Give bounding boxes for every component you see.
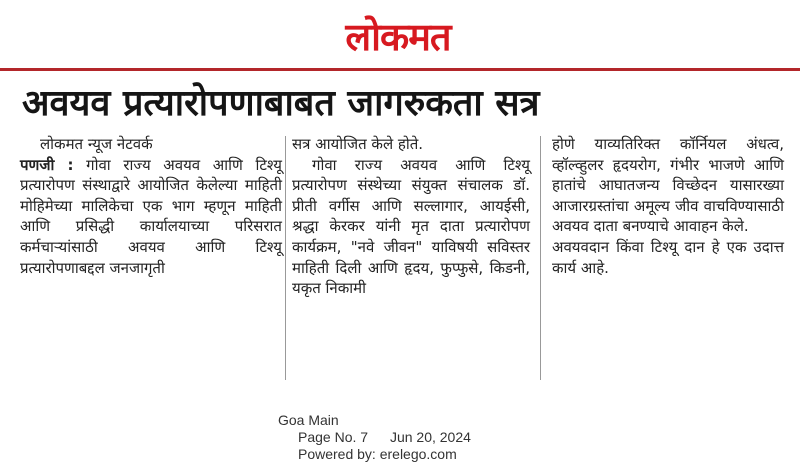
page-footer [0, 400, 800, 475]
paragraph-1-part-2: सत्र आयोजित केले होते. [292, 135, 424, 153]
paragraph-3: अवयवदान किंवा टिश्यू दान हे एक उदात्त कार्य आहे. [552, 237, 784, 277]
page-number: Page No. 7 [298, 429, 369, 445]
publication-date: Jun 20, 2024 [389, 429, 471, 445]
column-divider [540, 136, 541, 380]
article-column-3 [552, 134, 784, 382]
column-divider [285, 136, 286, 380]
powered-by-link[interactable]: Powered by: erelego.com [298, 446, 457, 462]
article-headline: अवयव प्रत्यारोपणाबाबत जागरुकता सत्र [22, 83, 540, 124]
masthead-rule [0, 68, 800, 71]
byline: लोकमत न्यूज नेटवर्क [40, 135, 153, 153]
dateline: पणजी : [20, 155, 74, 174]
article-column-1 [20, 134, 282, 382]
article-column-2 [292, 134, 530, 382]
masthead [0, 0, 800, 68]
page-info [298, 429, 489, 445]
paragraph-2-part-2: होणे याव्यतिरिक्त कॉर्नियल अंधत्व, व्हॉल्व्हुलर हृदयरोग, गंभीर भाजणे आणि हातांचे आघातजन्य विच्छेदन यासारख्या आजारग्रस्तांचा अमूल्य जीव वाचविण्यासाठी अवयव दाता बनण्याचे आवाहन केले. [552, 135, 784, 236]
paragraph-1-text: गोवा राज्य अवयव आणि टिश्यू प्रत्यारोपण संस्थाद्वारे आयोजित केलेल्या माहिती मोहिमेच्या मालिकेचा एक भाग म्हणून माहिती आणि प्रसिद्धी कार्यालयाच्या परिसरात कर्मचाऱ्यांसाठी अवयव आणि टिश्यू प्रत्यारोपणाबद्दल जनजागृती [20, 155, 282, 277]
lokmat-logo: लोकमत [345, 15, 451, 59]
paragraph-1-part-1 [20, 155, 282, 279]
edition-name: Goa Main [278, 412, 339, 428]
paragraph-2-part-1: गोवा राज्य अवयव आणि टिश्यू प्रत्यारोपण संस्थेच्या संयुक्त संचालक डॉ. प्रीती वर्गीस आणि सल्लागार, आयईसी, श्रद्धा केरकर यांनी मृत दाता प्रत्यारोपण कार्यक्रम, "नवे जीवन" याविषयी सविस्तर माहिती दिली आणि हृदय, फुप्फुसे, किडनी, यकृत निकामी [292, 155, 530, 298]
